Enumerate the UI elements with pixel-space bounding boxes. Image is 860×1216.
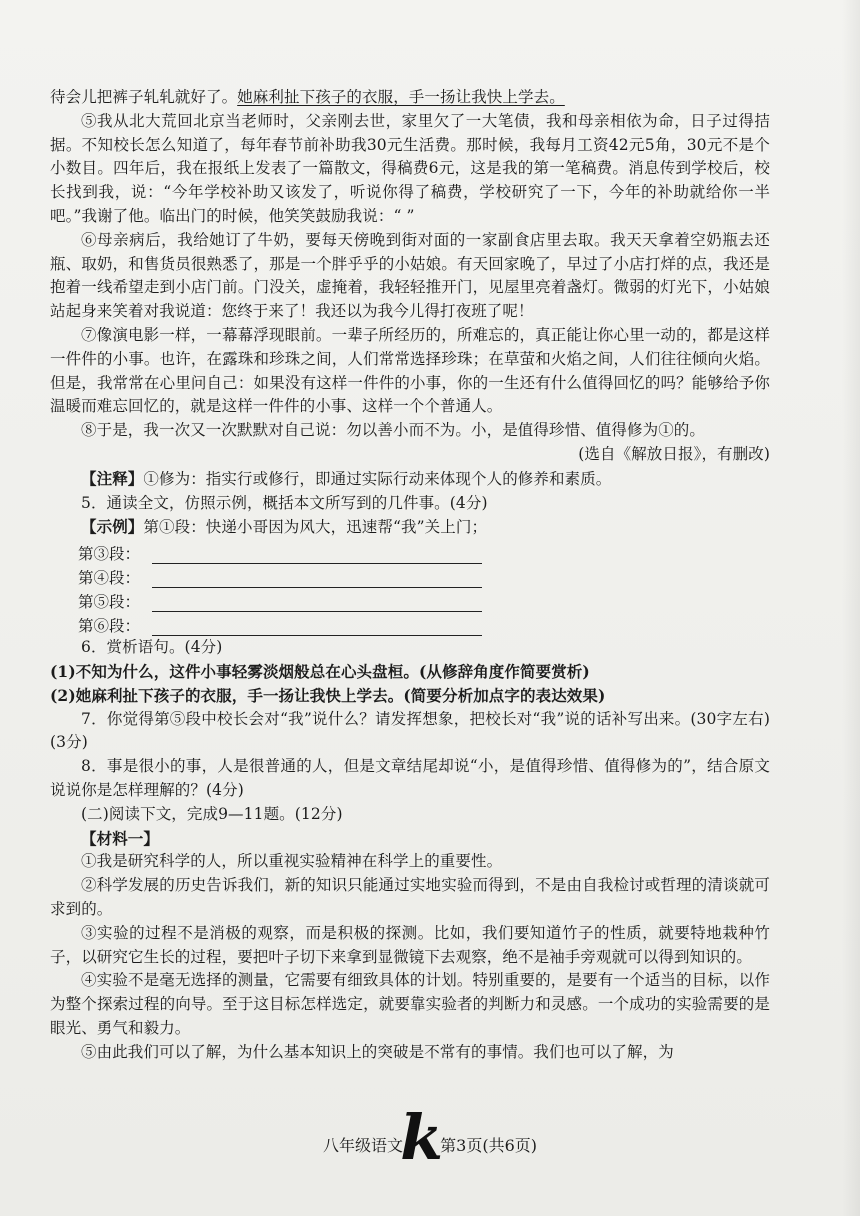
footer-subject: 八年级语文 — [322, 1136, 403, 1155]
material-1-label: 【材料一】 — [81, 828, 160, 848]
blank-label: 第④段： — [78, 569, 141, 588]
answer-blank-4[interactable] — [50, 564, 770, 588]
source-citation: (选自《解放日报》，有删改) — [578, 444, 770, 463]
annotation — [50, 467, 770, 492]
question-6-1: (1)不知为什么，这件小事轻雾淡烟般总在心头盘桓。(从修辞角度作简要赏析) — [50, 661, 590, 681]
question-6: 6．赏析语句。(4分) — [81, 638, 223, 657]
example — [50, 515, 770, 540]
answer-line[interactable] — [152, 619, 482, 636]
material-para-4: ④实验不是毫无选择的测量，它需要有细致具体的计划。特别重要的，是要有一个适当的目标，以作为整个探索过程的向导。至于这目标怎样选定，就要靠实验者的判断力和灵感。一个成功的实验需要的是眼光、勇气和毅力。 — [50, 971, 770, 1037]
question-7: 7．你觉得第⑤段中校长会对“我”说什么？请发挥想象，把校长对“我”说的话补写出来。(30字左右)(3分) — [50, 709, 770, 752]
text-lead: 待会儿把裤子轧轧就好了。 — [50, 88, 238, 106]
annotation-text: ①修为：指实行或修行，即通过实际行动来体现个人的修养和素质。 — [143, 469, 612, 488]
material-para-5: ⑤由此我们可以了解，为什么基本知识上的突破是不常有的事情。我们也可以了解，为 — [81, 1042, 674, 1061]
answer-blank-6[interactable] — [50, 612, 770, 636]
blank-label: 第⑥段： — [78, 617, 141, 636]
page-content — [50, 86, 770, 1064]
answer-line[interactable] — [152, 571, 482, 588]
paragraph-6: ⑥母亲病后，我给她订了牛奶，要每天傍晚到街对面的一家副食店里去取。我天天拿着空奶瓶去还瓶、取奶，和售货员很熟悉了，那是一个胖乎乎的小姑娘。有天回家晚了，早过了小店打烊的点，我还是抱着一线希望走到小店门前。门没关，虚掩着，我轻轻推开门，见屋里亮着盏灯。微弱的灯光下，小姑娘站起身来笑着对我说道：您终于来了！我还以为我今儿得打夜班了呢！ — [50, 230, 770, 321]
paragraph-7: ⑦像演电影一样，一幕幕浮现眼前。一辈子所经历的，所难忘的，真正能让你心里一动的，都是这样一件件的小事。也许，在露珠和珍珠之间，人们常常选择珍珠；在草萤和火焰之间，人们往往倾向火焰。但是，我常常在心里问自己：如果没有这样一件件的小事，你的一生还有什么值得回忆的吗？能够给予你温暖而难忘回忆的，就是这样一件件的小事、这样一个个普通人。 — [50, 325, 770, 416]
watermark-k-logo: k — [400, 1101, 444, 1174]
question-6-2: (2)她麻利扯下孩子的衣服，手一扬让我快上学去。(简要分析加点字的表达效果) — [50, 685, 606, 705]
example-label: 【示例】 — [81, 517, 144, 537]
underlined-sentence: 她麻利扯下孩子的衣服，手一扬让我快上学去。 — [237, 88, 565, 106]
material-para-1: ①我是研究科学的人，所以重视实验精神在科学上的重要性。 — [81, 852, 503, 871]
answer-blank-3[interactable] — [50, 540, 770, 564]
scan-shadow — [842, 0, 860, 1216]
answer-blank-5[interactable] — [50, 588, 770, 612]
page-footer — [0, 1101, 860, 1174]
blank-label: 第⑤段： — [78, 593, 141, 612]
annotation-label: 【注释】 — [81, 468, 144, 488]
answer-line[interactable] — [152, 595, 482, 612]
example-text: 第①段：快递小哥因为风大，迅速帮“我”关上门； — [143, 518, 488, 537]
material-para-2: ②科学发展的历史告诉我们，新的知识只能通过实地实验而得到，不是由自我检讨或哲理的清谈就可求到的。 — [50, 876, 770, 918]
footer-page-number: 第3页(共6页) — [440, 1136, 538, 1155]
paragraph-8: ⑧于是，我一次又一次默默对自己说：勿以善小而不为。小，是值得珍惜、值得修为①的。 — [81, 421, 706, 440]
paragraph-5: ⑤我从北大荒回北京当老师时，父亲刚去世，家里欠了一大笔债，我和母亲相依为命，日子过得拮据。不知校长怎么知道了，每年春节前补助我30元生活费。那时候，我每月工资42元5角，30元不是个小数目。四年后，我在报纸上发表了一篇散文，得稿费6元，这是我的第一笔稿费。消息传到学校后，校长找到我，说：“今年学校补助又该发了，听说你得了稿费，学校研究了一下，今年的补助就给你一半吧。”我谢了他。临出门的时候，他笑笑鼓励我说：“ ” — [50, 111, 770, 225]
paragraph-4-end — [50, 86, 770, 110]
question-5: 5．通读全文，仿照示例，概括本文所写到的几件事。(4分) — [81, 493, 488, 512]
answer-line[interactable] — [152, 547, 482, 564]
material-para-3: ③实验的过程不是消极的观察，而是积极的探测。比如，我们要知道竹子的性质，就要特地栽种竹子，以研究它生长的过程，要把叶子切下来拿到显微镜下去观察，绝不是袖手旁观就可以得到知识的。 — [50, 923, 770, 966]
blank-label: 第③段： — [78, 545, 141, 564]
question-8: 8．事是很小的事，人是很普通的人，但是文章结尾却说“小，是值得珍惜、值得修为的”，结合原文说说你是怎样理解的？(4分) — [50, 757, 770, 799]
section-2-heading: (二)阅读下文，完成9—11题。(12分) — [81, 804, 343, 823]
